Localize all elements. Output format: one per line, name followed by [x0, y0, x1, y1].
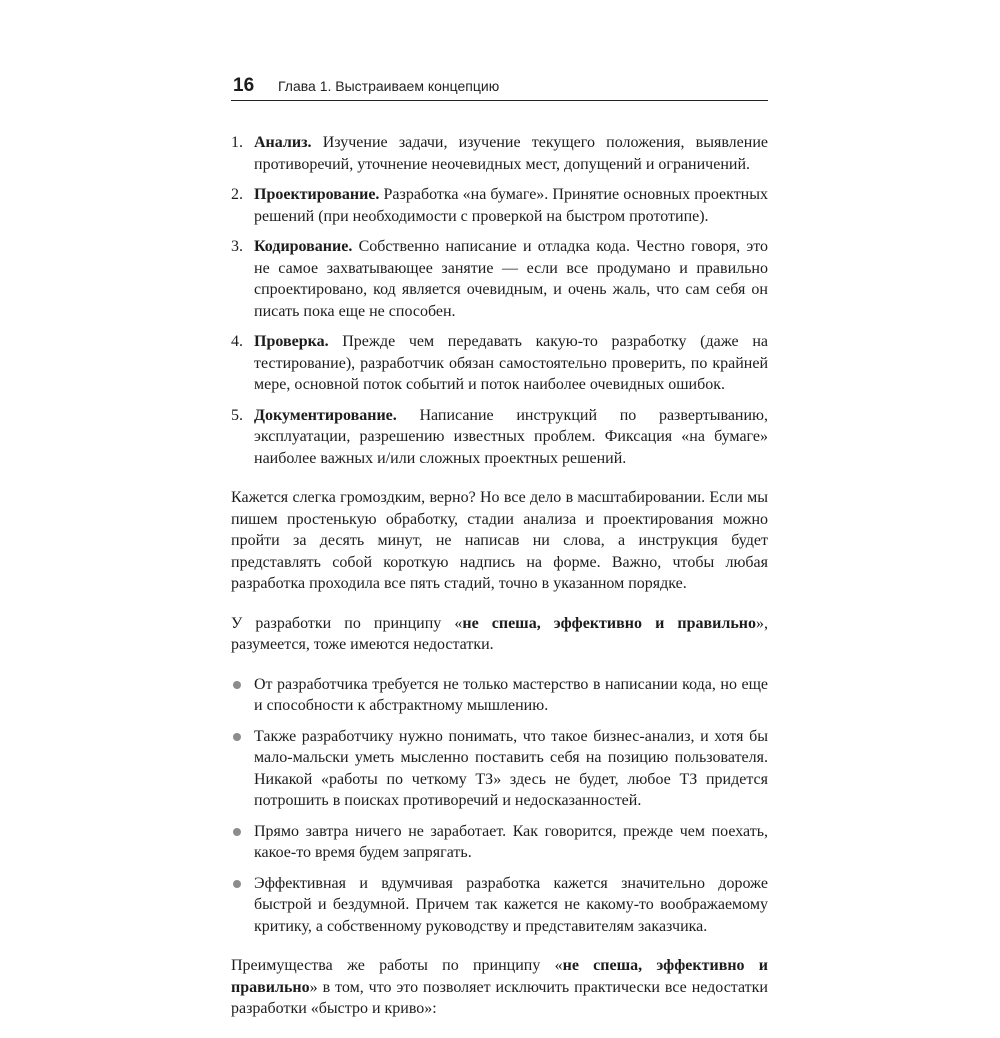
stage-term: Анализ.: [254, 134, 312, 151]
principle-name: не спеша, эффективно и правильно: [231, 957, 769, 996]
drawback-item: [231, 726, 768, 812]
para2-after: », разумеется, тоже имеются недостатки.: [231, 614, 768, 653]
chapter-title: Глава 1. Выстраиваем концепцию: [278, 78, 500, 94]
drawback-item: [231, 873, 768, 938]
drawback-text: Прямо завтра ничего не заработает. Как говорится, прежде чем поехать, какое-то время будем запрягать.: [254, 822, 768, 861]
page-number: 16: [233, 75, 255, 96]
drawbacks-list: [231, 674, 768, 938]
stage-number: 5.: [231, 406, 243, 424]
drawback-text: Также разработчику нужно понимать, что такое бизнес-анализ, и хотя бы мало-мальски уметь мысленно поставить себя на позицию пользователя. Никакой «работы по четкому ТЗ» здесь не будет, любое ТЗ придется потрошить в поисках противоречий и недосказанностей.: [254, 727, 768, 809]
stage-item: [231, 331, 768, 396]
drawback-text: От разработчика требуется не только мастерство в написании кода, но еще и способности к абстрактному мышлению.: [254, 675, 768, 714]
stage-number: 3.: [231, 238, 243, 255]
stage-item: [231, 405, 768, 470]
paragraph-scaling: Кажется слегка громоздким, верно? Но все дело в масштабировании. Если мы пишем простенькую обработку, стадии анализа и проектирования можно пройти за десять минут, не написав ни слова, а инструкция будет представлять собой короткую надпись на форме. Важно, чтобы любая разработка проходила все пять стадий, точно в указанном порядке.: [231, 489, 768, 592]
paragraph-drawbacks-intro: [231, 613, 768, 656]
stage-number: 4.: [231, 333, 243, 350]
stage-item: [231, 184, 768, 227]
page-content: [231, 132, 768, 1038]
bullet-icon: [233, 880, 241, 888]
para3-after: » в том, что это позволяет исключить практически все недостатки разработки «быстро и криво»:: [231, 978, 768, 1017]
stage-term: Кодирование.: [254, 238, 353, 255]
bullet-icon: [233, 733, 241, 741]
stage-item: [231, 132, 768, 175]
running-header: [231, 70, 768, 101]
stage-number: 2.: [231, 186, 243, 203]
para3-before: Преимущества же работы по принципу «: [231, 957, 563, 974]
stage-text: Разработка «на бумаге». Принятие основных проектных решений (при необходимости с проверкой на быстром прототипе).: [254, 186, 768, 225]
para2-before: У разработки по принципу «: [231, 614, 463, 632]
stage-text: Прежде чем передавать какую-то разработку (даже на тестирование), разработчик обязан самостоятельно проверить, по крайней мере, основной поток событий и поток наиболее очевидных ошибок.: [254, 333, 768, 393]
stage-term: Проектирование.: [254, 186, 380, 203]
drawback-item: [231, 674, 768, 717]
drawback-item: [231, 821, 768, 864]
stages-list: [231, 132, 768, 469]
stage-term: Проверка.: [254, 333, 329, 350]
drawback-text: Эффективная и вдумчивая разработка кажется значительно дороже быстрой и бездумной. Причем так кажется не какому-то воображаемому критику, а собственному руководству и представителям заказчика.: [254, 874, 768, 935]
bullet-icon: [233, 681, 241, 689]
bullet-icon: [233, 828, 241, 836]
paragraph-advantages-intro: [231, 955, 768, 1020]
stage-text: Собственно написание и отладка кода. Честно говоря, это не самое захватывающее занятие — если все продумано и правильно спроектировано, код является очевидным, и очень жаль, что сам себя он писать пока еще не способен.: [254, 238, 768, 320]
stage-number: 1.: [231, 134, 243, 151]
principle-name: не спеша, эффективно и правильно: [462, 614, 756, 632]
stage-text: Изучение задачи, изучение текущего положения, выявление противоречий, уточнение неочевидных мест, допущений и ограничений.: [254, 134, 768, 173]
stage-text: Написание инструкций по развертыванию, эксплуатации, разрешению известных проблем. Фиксация «на бумаге» наиболее важных и/или сложных проектных решений.: [254, 406, 768, 467]
stage-term: Документирование.: [254, 406, 397, 424]
stage-item: [231, 236, 768, 322]
